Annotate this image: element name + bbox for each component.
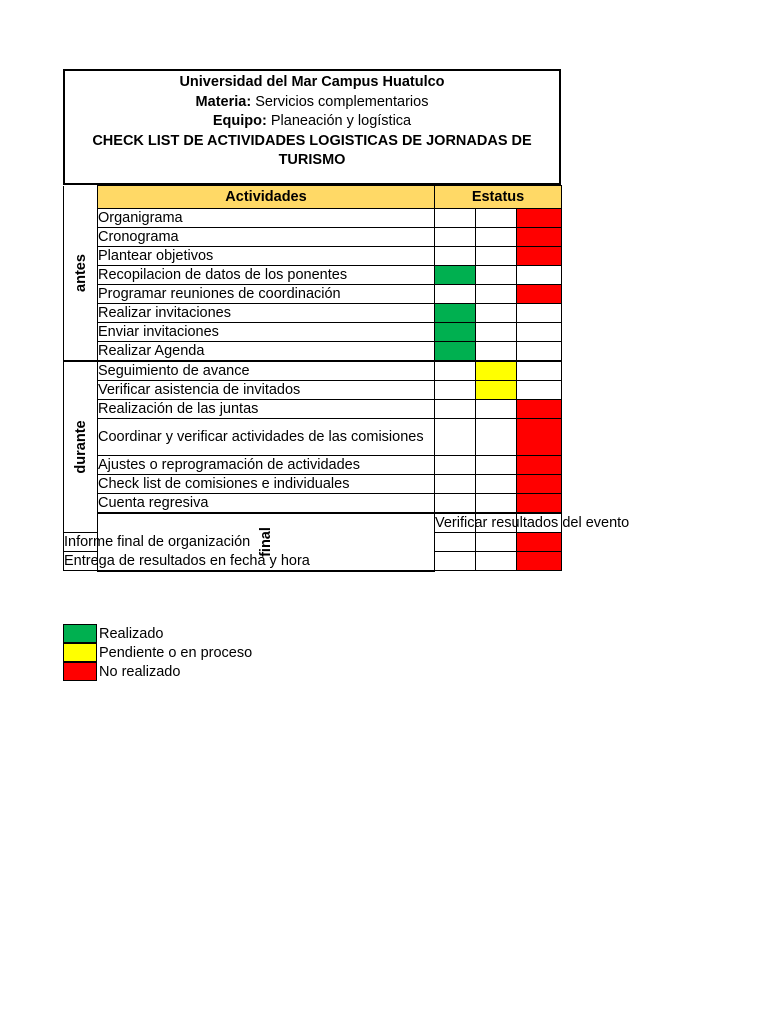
status-green-cell	[435, 266, 476, 285]
status-red-cell	[517, 552, 562, 571]
table-row	[64, 381, 562, 400]
table-row	[64, 513, 562, 533]
legend-item	[63, 643, 252, 662]
status-yellow-cell	[476, 552, 517, 571]
table-row	[64, 342, 562, 362]
status-green-cell	[435, 247, 476, 266]
status-green-cell	[435, 361, 476, 381]
activity-cell: Verificar resultados del evento	[435, 515, 630, 531]
table-row	[64, 456, 562, 475]
status-green-cell	[435, 400, 476, 419]
table-row	[64, 475, 562, 494]
status-red-cell	[517, 266, 562, 285]
activity-cell: Plantear objetivos	[98, 247, 435, 266]
header-estatus: Estatus	[435, 186, 562, 209]
legend	[63, 624, 252, 681]
status-yellow-cell	[476, 456, 517, 475]
activity-cell: Cuenta regresiva	[98, 494, 435, 514]
equipo-value: Planeación y logística	[270, 113, 412, 129]
activity-cell: Programar reuniones de coordinación	[98, 285, 435, 304]
table-row	[64, 266, 562, 285]
legend-label: Realizado	[99, 625, 164, 642]
table-row	[64, 209, 562, 228]
status-green-cell	[435, 323, 476, 342]
table-row	[64, 304, 562, 323]
status-yellow-cell	[476, 400, 517, 419]
activity-cell: Realización de las juntas	[98, 400, 435, 419]
status-green-cell	[435, 381, 476, 400]
status-green-cell	[435, 209, 476, 228]
status-green-cell	[435, 494, 476, 514]
status-red-cell	[517, 361, 562, 381]
legend-item	[63, 624, 252, 643]
status-yellow-cell	[476, 323, 517, 342]
activity-cell: Organigrama	[98, 209, 435, 228]
document-header	[63, 69, 561, 185]
legend-swatch-red	[63, 662, 97, 681]
status-yellow-cell	[476, 285, 517, 304]
legend-label: No realizado	[99, 663, 181, 680]
table-row	[64, 285, 562, 304]
materia-line	[65, 93, 559, 113]
legend-swatch-green	[63, 624, 97, 643]
activity-cell: Check list de comisiones e individuales	[98, 475, 435, 494]
status-green-cell	[435, 475, 476, 494]
activity-cell: Seguimiento de avance	[98, 361, 435, 381]
legend-label: Pendiente o en proceso	[99, 644, 253, 661]
table-row	[64, 361, 562, 381]
status-red-cell	[517, 419, 562, 456]
status-yellow-cell	[476, 228, 517, 247]
activity-cell: Enviar invitaciones	[98, 323, 435, 342]
activity-cell: Realizar invitaciones	[98, 304, 435, 323]
status-green-cell	[435, 285, 476, 304]
status-yellow-cell	[476, 533, 517, 552]
status-yellow-cell	[476, 247, 517, 266]
table-row	[64, 494, 562, 514]
status-yellow-cell	[476, 209, 517, 228]
equipo-line	[65, 112, 559, 132]
table-row	[64, 323, 562, 342]
status-red-cell	[517, 533, 562, 552]
checklist-sheet	[63, 69, 630, 572]
phase-durante	[64, 361, 98, 533]
status-red-cell	[517, 494, 562, 514]
materia-value: Servicios complementarios	[255, 93, 429, 110]
status-red-cell	[517, 247, 562, 266]
table-row	[64, 247, 562, 266]
document-title: CHECK LIST DE ACTIVIDADES LOGISTICAS DE JORNADAS DE TURISMO	[92, 132, 532, 168]
table-row	[64, 400, 562, 419]
status-green-cell	[435, 304, 476, 323]
status-green-cell	[435, 533, 476, 552]
status-red-cell	[517, 456, 562, 475]
activity-cell: Informe final de organización	[64, 534, 251, 550]
legend-swatch-yellow	[63, 643, 97, 662]
activity-cell: Realizar Agenda	[98, 342, 435, 362]
activities-table	[63, 185, 630, 572]
status-red-cell	[517, 285, 562, 304]
table-row	[64, 228, 562, 247]
activity-cell: Entrega de resultados en fecha y hora	[64, 553, 310, 569]
status-red-cell	[517, 304, 562, 323]
status-green-cell	[435, 419, 476, 456]
activity-cell: Coordinar y verificar actividades de las comisiones	[98, 419, 435, 456]
activity-cell: Cronograma	[98, 228, 435, 247]
status-green-cell	[435, 552, 476, 571]
phase-antes-label: antes	[72, 253, 89, 292]
phase-antes	[64, 186, 98, 362]
status-yellow-cell	[476, 475, 517, 494]
phase-final-label: final	[258, 526, 274, 557]
activity-cell: Verificar asistencia de invitados	[98, 381, 435, 400]
status-green-cell	[435, 456, 476, 475]
status-yellow-cell	[476, 381, 517, 400]
equipo-label: Equipo:	[212, 113, 267, 129]
status-yellow-cell	[476, 342, 517, 362]
status-yellow-cell	[476, 266, 517, 285]
status-red-cell	[517, 381, 562, 400]
status-red-cell	[517, 323, 562, 342]
university-name: Universidad del Mar Campus Huatulco	[179, 74, 445, 90]
activity-cell: Recopilacion de datos de los ponentes	[98, 266, 435, 285]
status-red-cell	[517, 400, 562, 419]
status-yellow-cell	[476, 304, 517, 323]
activity-cell: Ajustes o reprogramación de actividades	[98, 456, 435, 475]
status-yellow-cell	[476, 361, 517, 381]
status-red-cell	[517, 209, 562, 228]
status-yellow-cell	[476, 494, 517, 514]
phase-durante-label: durante	[72, 420, 89, 474]
phase-final	[98, 513, 435, 571]
status-green-cell	[435, 228, 476, 247]
status-green-cell	[435, 342, 476, 362]
status-red-cell	[517, 228, 562, 247]
status-red-cell	[517, 342, 562, 362]
header-actividades: Actividades	[98, 186, 435, 209]
legend-item	[63, 662, 252, 681]
status-yellow-cell	[476, 419, 517, 456]
table-row	[64, 419, 562, 456]
materia-label: Materia:	[195, 93, 252, 110]
status-red-cell	[517, 475, 562, 494]
